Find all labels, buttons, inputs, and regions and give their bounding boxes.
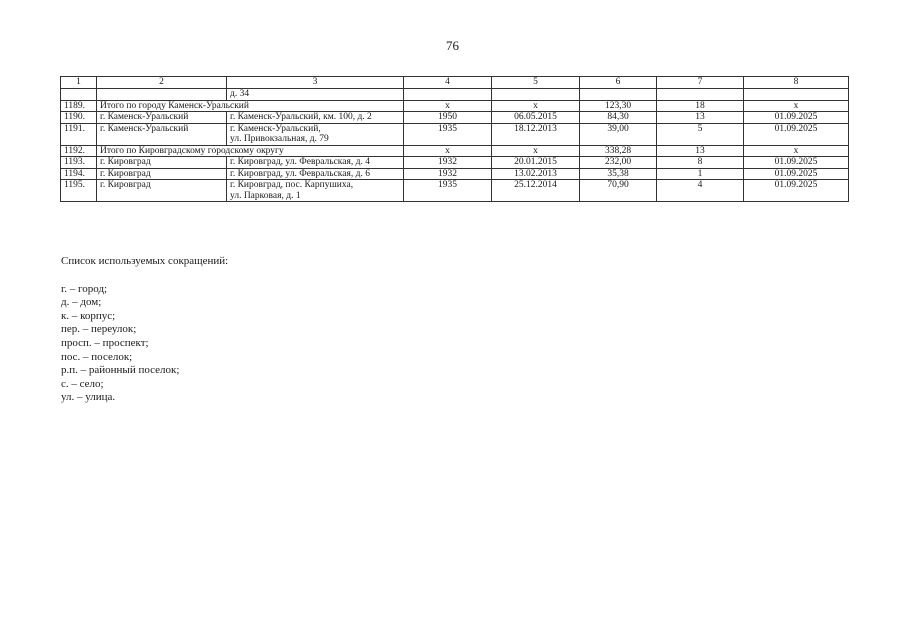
- count-cell: 13: [657, 112, 744, 124]
- table-cell: [580, 89, 657, 101]
- row-number: 1192.: [61, 145, 97, 157]
- count-cell: 5: [657, 123, 744, 145]
- column-header: 6: [580, 77, 657, 89]
- address-cell: [227, 168, 404, 180]
- year-cell: 1950: [404, 112, 492, 124]
- abbreviation-item: просп. – проспект;: [61, 336, 149, 349]
- date-cell: 25.12.2014: [492, 180, 580, 202]
- year-cell: 1935: [404, 180, 492, 202]
- abbreviation-item: р.п. – районный поселок;: [61, 364, 180, 377]
- table-row: [61, 123, 849, 145]
- address-cell: [227, 123, 404, 145]
- total-row: [61, 100, 849, 112]
- date-cell: 20.01.2015: [492, 157, 580, 169]
- total-row: [61, 145, 849, 157]
- count-cell: 13: [657, 145, 744, 157]
- table-cell: [404, 89, 492, 101]
- column-header: 1: [61, 77, 97, 89]
- abbreviation-item: г. – город;: [61, 282, 108, 295]
- row-number: 1193.: [61, 157, 97, 169]
- abbreviations-title: Список используемых сокращений:: [61, 255, 229, 267]
- date-cell: х: [492, 145, 580, 157]
- address-line: г. Кировград, пос. Карпушиха,: [230, 180, 354, 190]
- register-table: [60, 76, 849, 202]
- abbreviation-item: пер. – переулок;: [61, 323, 137, 336]
- address-cell: [227, 157, 404, 169]
- year-cell: 1932: [404, 157, 492, 169]
- table-cell: [97, 89, 227, 101]
- row-number: 1191.: [61, 123, 97, 145]
- column-header: 7: [657, 77, 744, 89]
- column-header: 5: [492, 77, 580, 89]
- abbreviation-item: ул. – улица.: [61, 391, 116, 404]
- deadline-cell: 01.09.2025: [744, 123, 849, 145]
- row-number: 1194.: [61, 168, 97, 180]
- area-cell: 232,00: [580, 157, 657, 169]
- date-cell: 18.12.2013: [492, 123, 580, 145]
- abbreviation-item: пос. – поселок;: [61, 350, 133, 363]
- continuation-row: [61, 89, 849, 101]
- date-cell: 06.05.2015: [492, 112, 580, 124]
- address-line: г. Каменск-Уральский,: [230, 123, 321, 134]
- abbreviation-item: д. – дом;: [61, 296, 102, 309]
- area-cell: 338,28: [580, 145, 657, 157]
- area-cell: 70,90: [580, 180, 657, 202]
- area-cell: 39,00: [580, 123, 657, 145]
- municipality-cell: г. Кировград: [97, 168, 227, 180]
- total-label: Итого по Кировградскому городскому округу: [97, 145, 404, 157]
- municipality-cell: г. Кировград: [97, 157, 227, 169]
- deadline-cell: 01.09.2025: [744, 180, 849, 202]
- table-row: [61, 112, 849, 124]
- address-cell: [227, 112, 404, 124]
- address-line: ул. Парковая, д. 1: [230, 190, 301, 201]
- count-cell: 4: [657, 180, 744, 202]
- address-line: г. Каменск-Уральский, км. 100, д. 2: [230, 112, 372, 122]
- year-cell: 1935: [404, 123, 492, 145]
- abbreviations-list: [61, 283, 561, 405]
- table-cell: [744, 89, 849, 101]
- continuation-cell: д. 34: [227, 89, 404, 101]
- table-row: [61, 180, 849, 202]
- deadline-cell: х: [744, 145, 849, 157]
- count-cell: 18: [657, 100, 744, 112]
- area-cell: 35,38: [580, 168, 657, 180]
- municipality-cell: г. Кировград: [97, 180, 227, 202]
- deadline-cell: 01.09.2025: [744, 168, 849, 180]
- page-number: 76: [446, 38, 459, 53]
- column-header: 3: [227, 77, 404, 89]
- address-line: г. Кировград, ул. Февральская, д. 4: [230, 157, 370, 167]
- total-label: Итого по городу Каменск-Уральский: [97, 100, 404, 112]
- municipality-cell: г. Каменск-Уральский: [97, 123, 227, 145]
- address-cell: [227, 180, 404, 202]
- table-cell: [61, 89, 97, 101]
- count-cell: 8: [657, 157, 744, 169]
- address-line: г. Кировград, ул. Февральская, д. 6: [230, 168, 370, 179]
- header-row: [61, 77, 849, 89]
- date-cell: х: [492, 100, 580, 112]
- area-cell: 123,30: [580, 100, 657, 112]
- year-cell: х: [404, 145, 492, 157]
- table-cell: [657, 89, 744, 101]
- abbreviation-item: к. – корпус;: [61, 309, 116, 322]
- abbreviations-section: [61, 255, 561, 405]
- table-cell: [492, 89, 580, 101]
- column-header: 4: [404, 77, 492, 89]
- row-number: 1189.: [61, 100, 97, 112]
- area-cell: 84,30: [580, 112, 657, 124]
- abbreviation-item: с. – село;: [61, 377, 104, 390]
- count-cell: 1: [657, 168, 744, 180]
- column-header: 2: [97, 77, 227, 89]
- year-cell: 1932: [404, 168, 492, 180]
- deadline-cell: 01.09.2025: [744, 157, 849, 169]
- column-header: 8: [744, 77, 849, 89]
- municipality-cell: г. Каменск-Уральский: [97, 112, 227, 124]
- year-cell: х: [404, 100, 492, 112]
- address-line: ул. Привокзальная, д. 79: [230, 134, 329, 144]
- row-number: 1190.: [61, 112, 97, 124]
- date-cell: 13.02.2013: [492, 168, 580, 180]
- table-row: [61, 157, 849, 169]
- deadline-cell: 01.09.2025: [744, 112, 849, 124]
- table-row: [61, 168, 849, 180]
- deadline-cell: х: [744, 100, 849, 112]
- row-number: 1195.: [61, 180, 97, 202]
